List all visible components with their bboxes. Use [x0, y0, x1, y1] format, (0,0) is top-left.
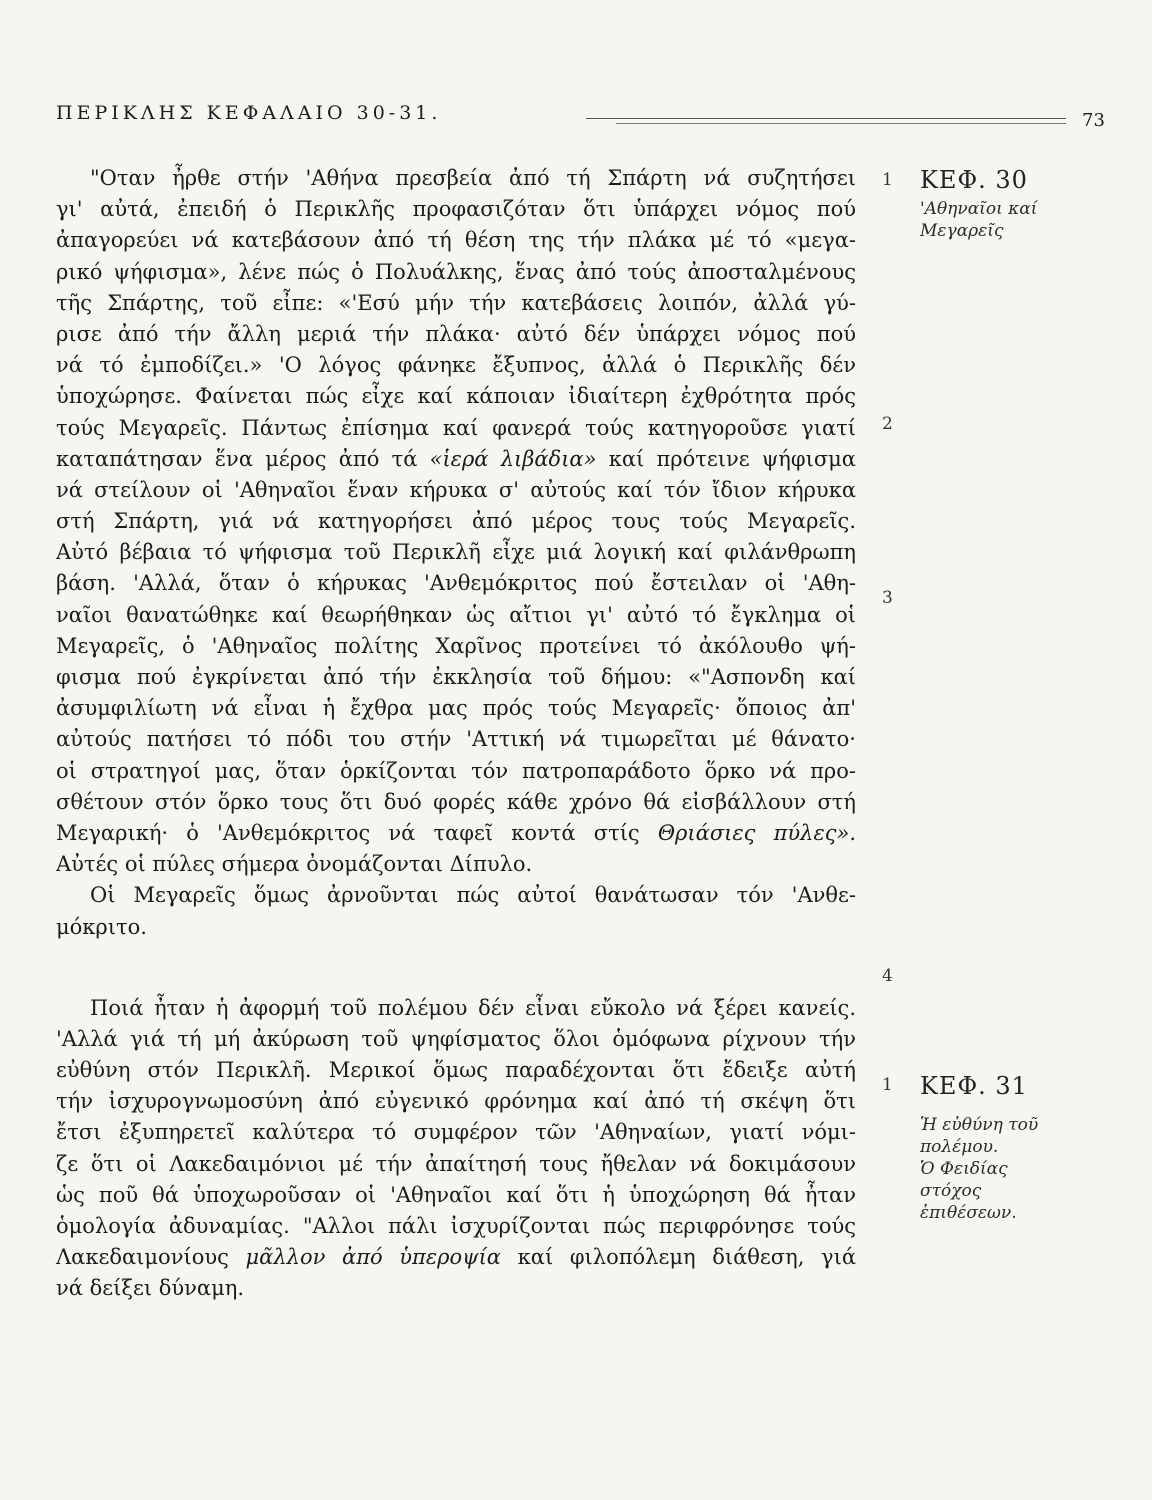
text-line: ναῖοι θανατώθηκε καί θεωρήθηκαν ὡς αἴτιοι γι' αὐτό τό ἔγκλημα οἱ	[56, 602, 856, 627]
sidebar-chapter-31	[920, 1072, 1110, 1224]
text-line: μόκριτο.	[56, 914, 147, 939]
text-line: ὡς ποῦ θά ὑποχωροῦσαν οἱ 'Αθηναῖοι καί ὅτι ἡ ὑποχώρηση θά ἦταν	[56, 1182, 856, 1207]
text-segment: Λακεδαιμονίους	[56, 1245, 246, 1270]
chapter-summary	[920, 198, 1110, 242]
text-line: γι' αὐτά, ἐπειδή ὁ Περικλῆς προφασιζόταν ὅτι ὑπάρχει νόμος πού	[56, 197, 856, 222]
header-rule	[586, 118, 1066, 119]
text-line: τῆς Σπάρτης, τοῦ εἶπε: «'Εσύ μήν τήν κατεβάσεις λοιπόν, ἀλλά γύ-	[56, 290, 856, 315]
header-rule-secondary	[616, 123, 1066, 124]
text-line: τήν ἰσχυρογνωμοσύνη ἀπό εὐγενικό φρόνημα καί ἀπό τή σκέψη ὅτι	[56, 1089, 856, 1114]
text-line: βάση. 'Αλλά, ὅταν ὁ κήρυκας 'Ανθεμόκριτος πού ἔστειλαν οἱ 'Αθη-	[56, 571, 856, 596]
main-text	[56, 163, 856, 1305]
page-number: 73	[1082, 110, 1105, 131]
summary-line: Μεγαρεῖς	[920, 221, 1004, 241]
text-line: νά τό ἐμποδίζει.» 'Ο λόγος φάνηκε ἔξυπνος, ἀλλά ὁ Περικλῆς δέν	[56, 353, 856, 378]
chapter-summary	[920, 1114, 1110, 1224]
text-line: Ποιά ἦταν ἡ ἀφορμή τοῦ πολέμου δέν εἶναι εὔκολο νά ξέρει κανείς.	[90, 995, 856, 1020]
text-line: φισμα πού ἐγκρίνεται ἀπό τήν ἐκκλησία τοῦ δήμου: «"Ασπονδη καί	[56, 665, 856, 689]
text-line: τούς Μεγαρεῖς. Πάντως ἐπίσημα καί φανερά τούς κατηγοροῦσε γιατί	[56, 415, 856, 440]
text-line: νά στείλουν οἱ 'Αθηναῖοι ἕναν κήρυκα σ' αὐτούς καί τόν ἴδιον κήρυκα	[56, 477, 856, 502]
header-title: ΠΕΡΙΚΛΗΣ ΚΕΦΑΛΑΙΟ 30-31.	[56, 102, 442, 124]
text-segment: καί φιλοπόλεμη διάθεση, γιά	[501, 1245, 856, 1270]
text-line: Αὐτές οἱ πύλες σήμερα ὀνομάζονται Δίπυλο.	[56, 852, 533, 877]
margin-line-number: 3	[882, 588, 893, 608]
text-line: ἀσυμφιλίωτη νά εἶναι ἡ ἔχθρα μας πρός τούς Μεγαρεῖς· ὅποιος ἀπ'	[56, 696, 856, 721]
text-line: ὑποχώρησε. Φαίνεται πώς εἶχε καί κάποιαν ἰδιαίτερη ἐχθρότητα πρός	[56, 384, 856, 409]
text-line: σθέτουν στόν ὅρκο τους ὅτι δυό φορές κάθε χρόνο θά εἰσβάλλουν στή	[56, 789, 856, 814]
running-header	[56, 98, 1105, 138]
margin-line-number: 4	[882, 966, 893, 986]
chapter-heading: ΚΕΦ. 30	[920, 166, 1028, 194]
summary-line: ἐπιθέσεων.	[920, 1203, 1017, 1223]
text-line-mixed	[56, 444, 856, 475]
text-line: ρικό ψήφισμα», λένε πώς ὁ Πολυάλκης, ἕνας ἀπό τούς ἀποσταλμένους	[56, 259, 856, 284]
text-line-mixed	[56, 1242, 856, 1273]
summary-line: Ὁ Φειδίας	[920, 1159, 1008, 1179]
italic-phrase: Θριάσιες πύλες».	[657, 820, 856, 845]
text-line: αὐτούς πατήσει τό πόδι του στήν 'Αττική νά τιμωρεῖται μέ θάνατο·	[56, 727, 856, 752]
text-line: "Οταν ἦρθε στήν 'Αθήνα πρεσβεία ἀπό τή Σπάρτη νά συζητήσει	[90, 166, 856, 190]
margin-line-number: 1	[882, 170, 893, 190]
text-line: ἔτσι ἐξυπηρετεῖ καλύτερα τό συμφέρον τῶν 'Αθηναίων, γιατί νόμι-	[56, 1120, 856, 1145]
text-line: ἀπαγορεύει νά κατεβάσουν ἀπό τή θέση της τήν πλάκα μέ τό «μεγα-	[56, 228, 856, 253]
margin-line-number: 2	[882, 414, 893, 434]
summary-line: Ἡ εὐθύνη τοῦ	[920, 1115, 1039, 1135]
text-line: Οἱ Μεγαρεῖς ὅμως ἀρνοῦνται πώς αὐτοί θανάτωσαν τόν 'Ανθε-	[90, 883, 856, 908]
text-segment: καταπάτησαν ἕνα μέρος ἀπό τά	[56, 446, 430, 471]
sidebar-chapter-30	[920, 166, 1110, 242]
italic-phrase: «ἱερά λιβάδια»	[429, 446, 597, 471]
section-gap	[56, 943, 856, 993]
margin-line-number: 1	[882, 1075, 893, 1095]
summary-line: στόχος	[920, 1181, 982, 1201]
text-line: 'Αλλά γιά τή μή ἀκύρωση τοῦ ψηφίσματος ὅλοι ὁμόφωνα ρίχνουν τήν	[56, 1026, 856, 1051]
italic-phrase: μᾶλλον ἀπό ὑπεροψία	[245, 1245, 501, 1270]
text-line: ὁμολογία ἀδυναμίας. "Αλλοι πάλι ἰσχυρίζονται πώς περιφρόνησε τούς	[56, 1214, 856, 1238]
text-line: οἱ στρατηγοί μας, ὅταν ὁρκίζονται τόν πατροπαράδοτο ὅρκο νά προ-	[56, 758, 856, 783]
text-line: νά δείξει δύναμη.	[56, 1276, 244, 1301]
text-line-mixed	[56, 818, 856, 849]
text-segment: καί πρότεινε ψήφισμα	[596, 446, 856, 471]
chapter-heading: ΚΕΦ. 31	[920, 1072, 1028, 1100]
text-line: Αὐτό βέβαια τό ψήφισμα τοῦ Περικλῆ εἶχε μιά λογική καί φιλάνθρωπη	[56, 540, 856, 565]
text-line: εὐθύνη στόν Περικλῆ. Μερικοί ὅμως παραδέχονται ὅτι ἔδειξε αὐτή	[56, 1058, 856, 1083]
text-line: στή Σπάρτη, γιά νά κατηγορήσει ἀπό μέρος τους τούς Μεγαρεῖς.	[56, 509, 856, 534]
text-line: ζε ὅτι οἱ Λακεδαιμόνιοι μέ τήν ἀπαίτησή τους ἤθελαν νά δοκιμάσουν	[56, 1151, 856, 1176]
text-line: Μεγαρεῖς, ὁ 'Αθηναῖος πολίτης Χαρῖνος προτείνει τό ἀκόλουθο ψή-	[56, 633, 856, 658]
text-segment: Μεγαρική· ὁ 'Ανθεμόκριτος νά ταφεῖ κοντά στίς	[56, 820, 658, 845]
text-line: ρισε ἀπό τήν ἄλλη μεριά τήν πλάκα· αὐτό δέν ὑπάρχει νόμος πού	[56, 321, 856, 346]
summary-line: 'Αθηναῖοι καί	[920, 199, 1038, 219]
summary-line: πολέμου.	[920, 1137, 999, 1157]
